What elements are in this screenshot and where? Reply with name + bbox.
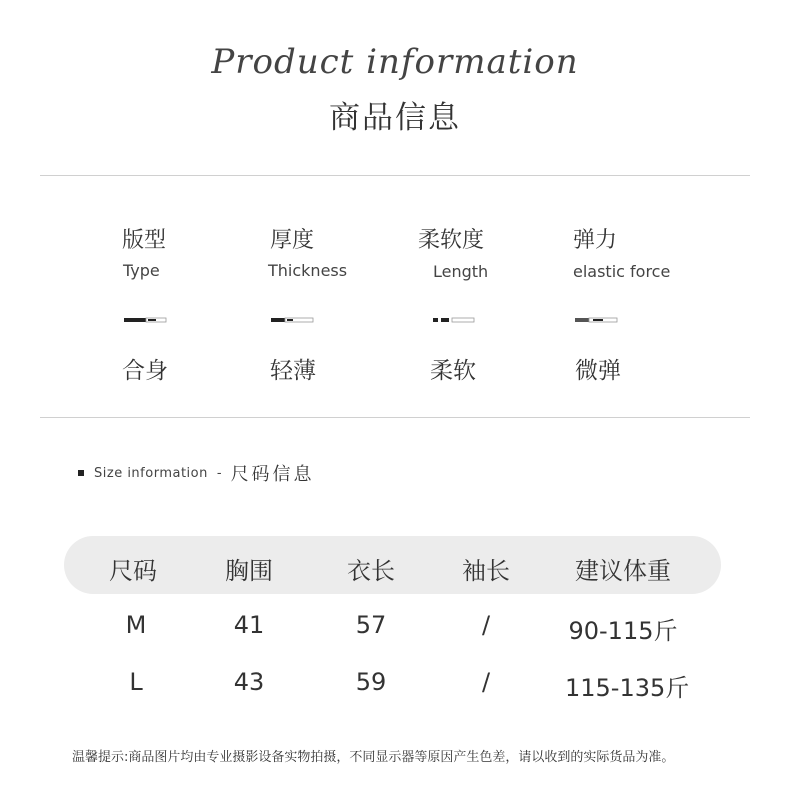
attr-softness-en: Length <box>433 262 489 281</box>
row-m-chest: 41 <box>233 611 265 639</box>
title-script: Product information <box>211 42 579 82</box>
thickness-scale-icon <box>271 316 315 324</box>
row-m-length: 57 <box>355 611 387 639</box>
attr-type-cn: 版型 <box>122 228 167 253</box>
attr-thickness-value: 轻薄 <box>270 358 316 384</box>
bullet-square-icon <box>78 470 84 476</box>
attr-softness-cn: 柔软度 <box>418 228 485 253</box>
attr-softness-value: 柔软 <box>430 358 476 384</box>
attr-type-value: 合身 <box>122 358 168 384</box>
row-m-size: M <box>125 611 147 639</box>
attr-thickness-en: Thickness <box>268 261 348 280</box>
attr-type-en: Type <box>123 261 160 280</box>
size-info-label-en: Size information <box>94 465 208 481</box>
col-header-length: 衣长 <box>347 557 395 585</box>
divider-top <box>40 175 750 176</box>
attr-elastic-cn: 弹力 <box>573 228 618 253</box>
col-header-size: 尺码 <box>109 557 157 585</box>
elastic-scale-icon <box>575 316 619 324</box>
col-header-weight: 建议体重 <box>575 557 671 585</box>
attr-elastic-en: elastic force <box>573 262 671 281</box>
footer-note: 温馨提示:商品图片均由专业摄影设备实物拍摄，不同显示器等原因产生色差，请以收到的实际货品为准。 <box>72 750 675 765</box>
row-l-size: L <box>129 668 143 696</box>
type-scale-icon <box>124 316 168 324</box>
divider-middle <box>40 417 750 418</box>
attr-elastic-value: 微弹 <box>575 358 621 384</box>
col-header-sleeve: 袖长 <box>462 557 510 585</box>
title-cn: 商品信息 <box>329 100 461 136</box>
size-info-heading <box>78 460 315 486</box>
size-info-separator: - <box>216 465 222 481</box>
softness-scale-icon <box>433 316 477 324</box>
row-l-chest: 43 <box>233 668 265 696</box>
row-l-weight: 115-135斤 <box>565 674 690 702</box>
row-l-sleeve: / <box>481 668 491 696</box>
col-header-chest: 胸围 <box>225 557 273 585</box>
row-l-length: 59 <box>355 668 387 696</box>
row-m-sleeve: / <box>481 611 491 639</box>
row-m-weight: 90-115斤 <box>568 617 678 645</box>
attr-thickness-cn: 厚度 <box>270 228 315 253</box>
size-info-label-cn: 尺码信息 <box>230 464 315 485</box>
